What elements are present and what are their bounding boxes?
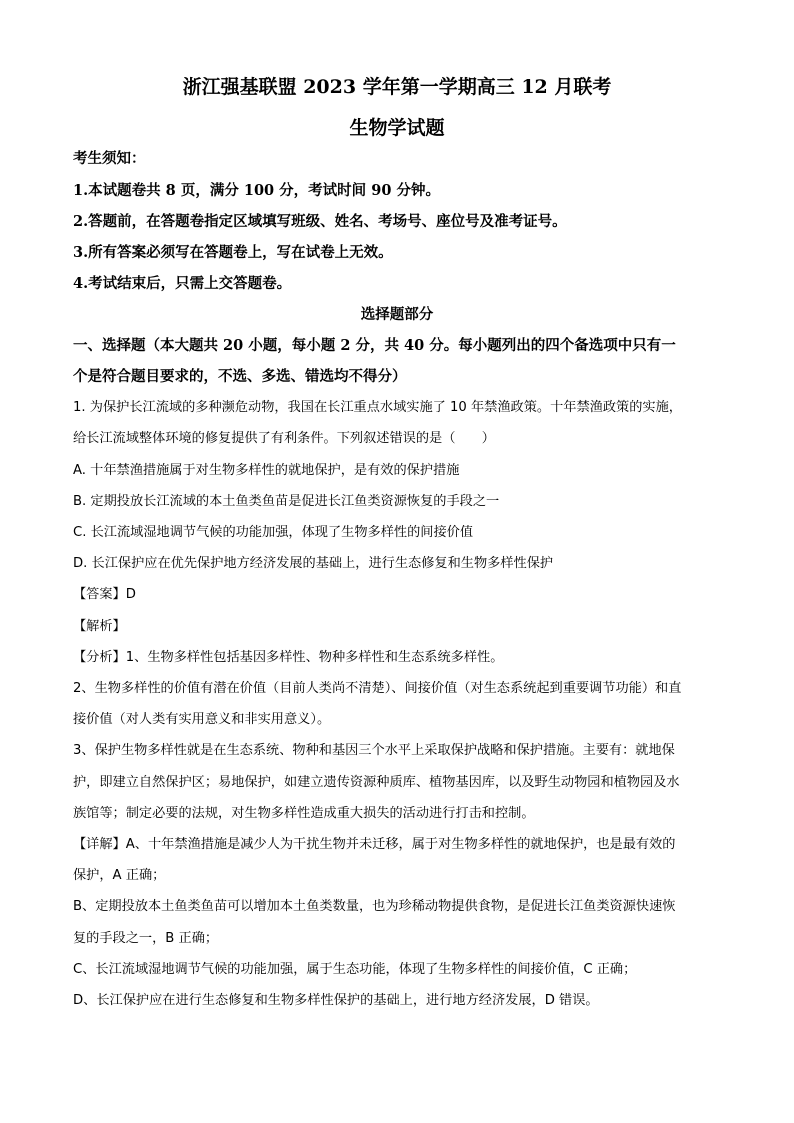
analysis-line-5: 护，即建立自然保护区；易地保护，如建立遗传资源种质库、植物基因库，以及野生动物园和植物园及水 bbox=[73, 775, 680, 790]
question-stem-line-2: 给长江流域整体环境的修复提供了有利条件。下列叙述错误的是（ ） bbox=[73, 431, 495, 446]
analysis-label: 【解析】 bbox=[73, 619, 126, 634]
section-instruction-1: 一、选择题（本大题共 20 小题，每小题 2 分，共 40 分。每小题列出的四个备选项中只有一 bbox=[73, 337, 676, 354]
option-a: A. 十年禁渔措施属于对生物多样性的就地保护，是有效的保护措施 bbox=[73, 463, 460, 478]
analysis-line-1: 【分析】1、生物多样性包括基因多样性、物种多样性和生态系统多样性。 bbox=[73, 650, 504, 665]
answer-label: 【答案】 bbox=[73, 587, 126, 602]
answer-line bbox=[73, 585, 136, 605]
detail-line-2: 保护，A 正确； bbox=[73, 868, 166, 883]
detail-line-1: 【详解】A、十年禁渔措施是减少人为干扰生物并未迁移，属于对生物多样性的就地保护，也是最有效的 bbox=[73, 837, 676, 852]
option-d: D. 长江保护应在优先保护地方经济发展的基础上，进行生态修复和生物多样性保护 bbox=[73, 556, 554, 571]
analysis-line-6: 族馆等；制定必要的法规，对生物多样性造成重大损失的活动进行打击和控制。 bbox=[73, 806, 535, 821]
option-b: B. 定期投放长江流域的本土鱼类鱼苗是促进长江鱼类资源恢复的手段之一 bbox=[73, 494, 500, 509]
detail-line-6: D、长江保护应在进行生态修复和生物多样性保护的基础上，进行地方经济发展，D 错误。 bbox=[73, 993, 599, 1008]
detail-line-4: 复的手段之一，B 正确； bbox=[73, 931, 219, 946]
exam-title: 浙江强基联盟 2023 学年第一学期高三 12 月联考 bbox=[182, 76, 612, 98]
analysis-line-2: 2、生物多样性的价值有潜在价值（目前人类尚不清楚）、间接价值（对生态系统起到重要调节功能）和直 bbox=[73, 681, 682, 696]
analysis-line-3: 接价值（对人类有实用意义和非实用意义）。 bbox=[73, 712, 331, 727]
analysis-line-4: 3、保护生物多样性就是在生态系统、物种和基因三个水平上采取保护战略和保护措施。主要有：就地保 bbox=[73, 743, 675, 758]
notice-item-1: 1.本试题卷共 8 页，满分 100 分，考试时间 90 分钟。 bbox=[73, 182, 440, 199]
notice-item-2: 2.答题前，在答题卷指定区域填写班级、姓名、考场号、座位号及准考证号。 bbox=[73, 213, 567, 230]
option-c: C. 长江流域湿地调节气候的功能加强，体现了生物多样性的间接价值 bbox=[73, 525, 474, 540]
section-instruction-2: 个是符合题目要求的，不选、多选、错选均不得分） bbox=[73, 368, 407, 385]
notice-item-3: 3.所有答案必须写在答题卷上，写在试卷上无效。 bbox=[73, 244, 393, 261]
answer-value: D bbox=[125, 587, 136, 602]
exam-subtitle: 生物学试题 bbox=[349, 117, 445, 139]
notice-item-4: 4.考试结束后，只需上交答题卷。 bbox=[73, 275, 292, 292]
notice-heading: 考生须知： bbox=[73, 150, 146, 167]
detail-line-3: B、定期投放本土鱼类鱼苗可以增加本土鱼类数量，也为珍稀动物提供食物，是促进长江鱼类资源快速恢 bbox=[73, 899, 676, 914]
section-heading: 选择题部分 bbox=[360, 306, 434, 323]
question-stem-line-1: 1. 为保护长江流域的多种濒危动物，我国在长江重点水域实施了 10 年禁渔政策。十年禁渔政策的实施， bbox=[73, 400, 682, 415]
detail-line-5: C、长江流域湿地调节气候的功能加强，属于生态功能，体现了生物多样性的间接价值，C 正确； bbox=[73, 962, 637, 977]
